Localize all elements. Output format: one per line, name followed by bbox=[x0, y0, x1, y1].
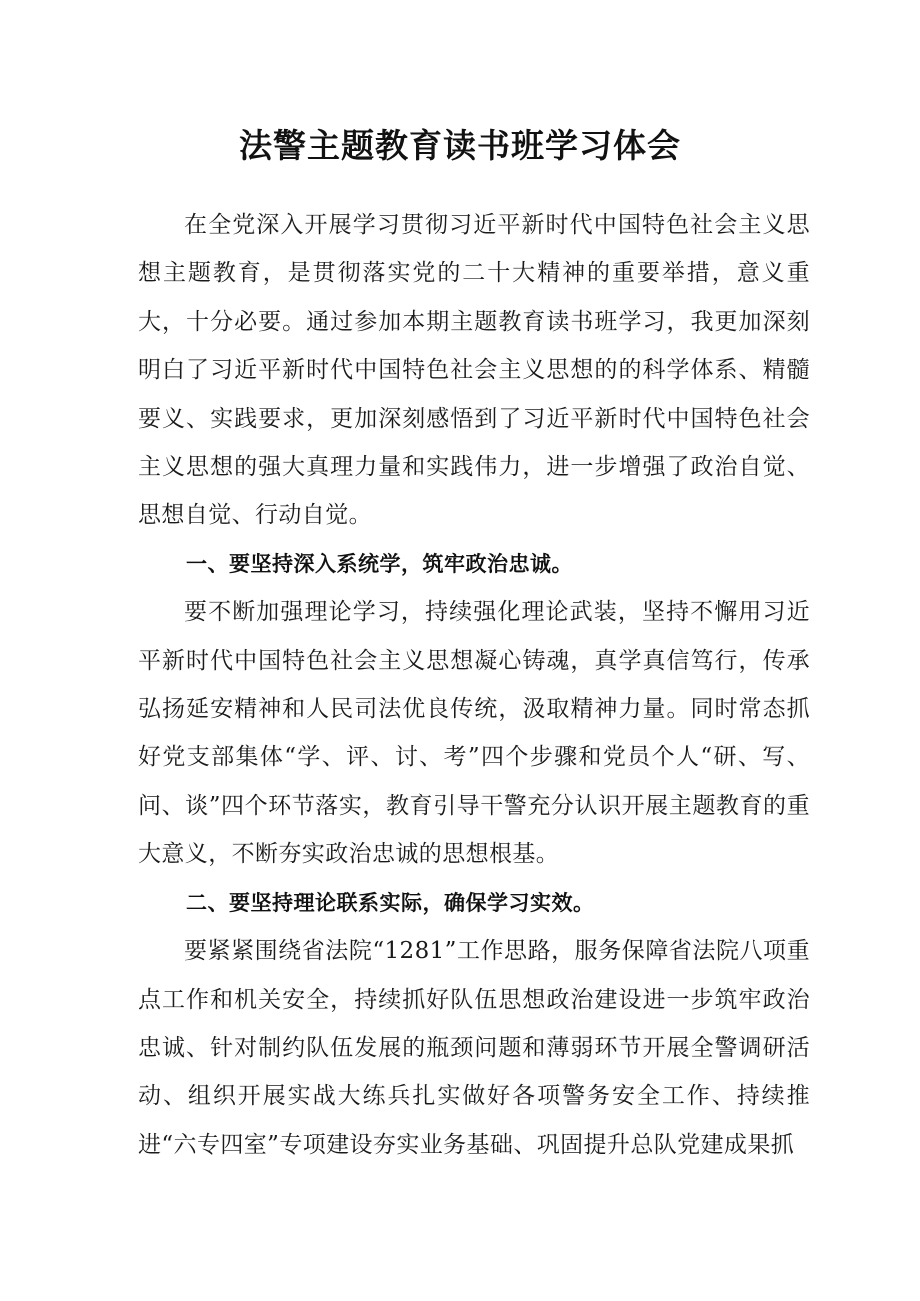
intro-paragraph: 在全党深入开展学习贯彻习近平新时代中国特色社会主义思想主题教育，是贯彻落实党的二十大精神的重要举措，意义重大，十分必要。通过参加本期主题教育读书班学习，我更加深刻明白了习近平新时代中国特色社会主义思想的的科学体系、精髓要义、实践要求，更加深刻感悟到了习近平新时代中国特色社会主义思想的强大真理力量和实践伟力，进一步增强了政治自觉、思想自觉、行动自觉。 bbox=[138, 212, 810, 529]
section-2-heading: 二、要坚持理论联系实际，确保学习实效。 bbox=[186, 890, 595, 915]
section-2-paragraph: 要紧紧围绕省法院“1281”工作思路，服务保障省法院八项重点工作和机关安全，持续抓好队伍思想政治建设进一步筑牢政治忠诚、针对制约队伍发展的瓶颈问题和薄弱环节开展全警调研活动、组织开展实战大练兵扎实做好各项警务安全工作、持续推进“六专四室”专项建设夯实业务基础、巩固提升总队党建成果抓 bbox=[138, 938, 810, 1158]
document-body bbox=[138, 201, 810, 1169]
document-title: 法警主题教育读书班学习体会 bbox=[239, 126, 681, 165]
section-1-heading: 一、要坚持深入系统学，筑牢政治忠诚。 bbox=[186, 551, 573, 576]
section-1-paragraph: 要不断加强理论学习，持续强化理论武装，坚持不懈用习近平新时代中国特色社会主义思想凝心铸魂，真学真信笃行，传承弘扬延安精神和人民司法优良传统，汲取精神力量。同时常态抓好党支部集体“学、评、讨、考”四个步骤和党员个人“研、写、问、谈”四个环节落实，教育引导干警充分认识开展主题教育的重大意义，不断夯实政治忠诚的思想根基。 bbox=[138, 599, 810, 868]
